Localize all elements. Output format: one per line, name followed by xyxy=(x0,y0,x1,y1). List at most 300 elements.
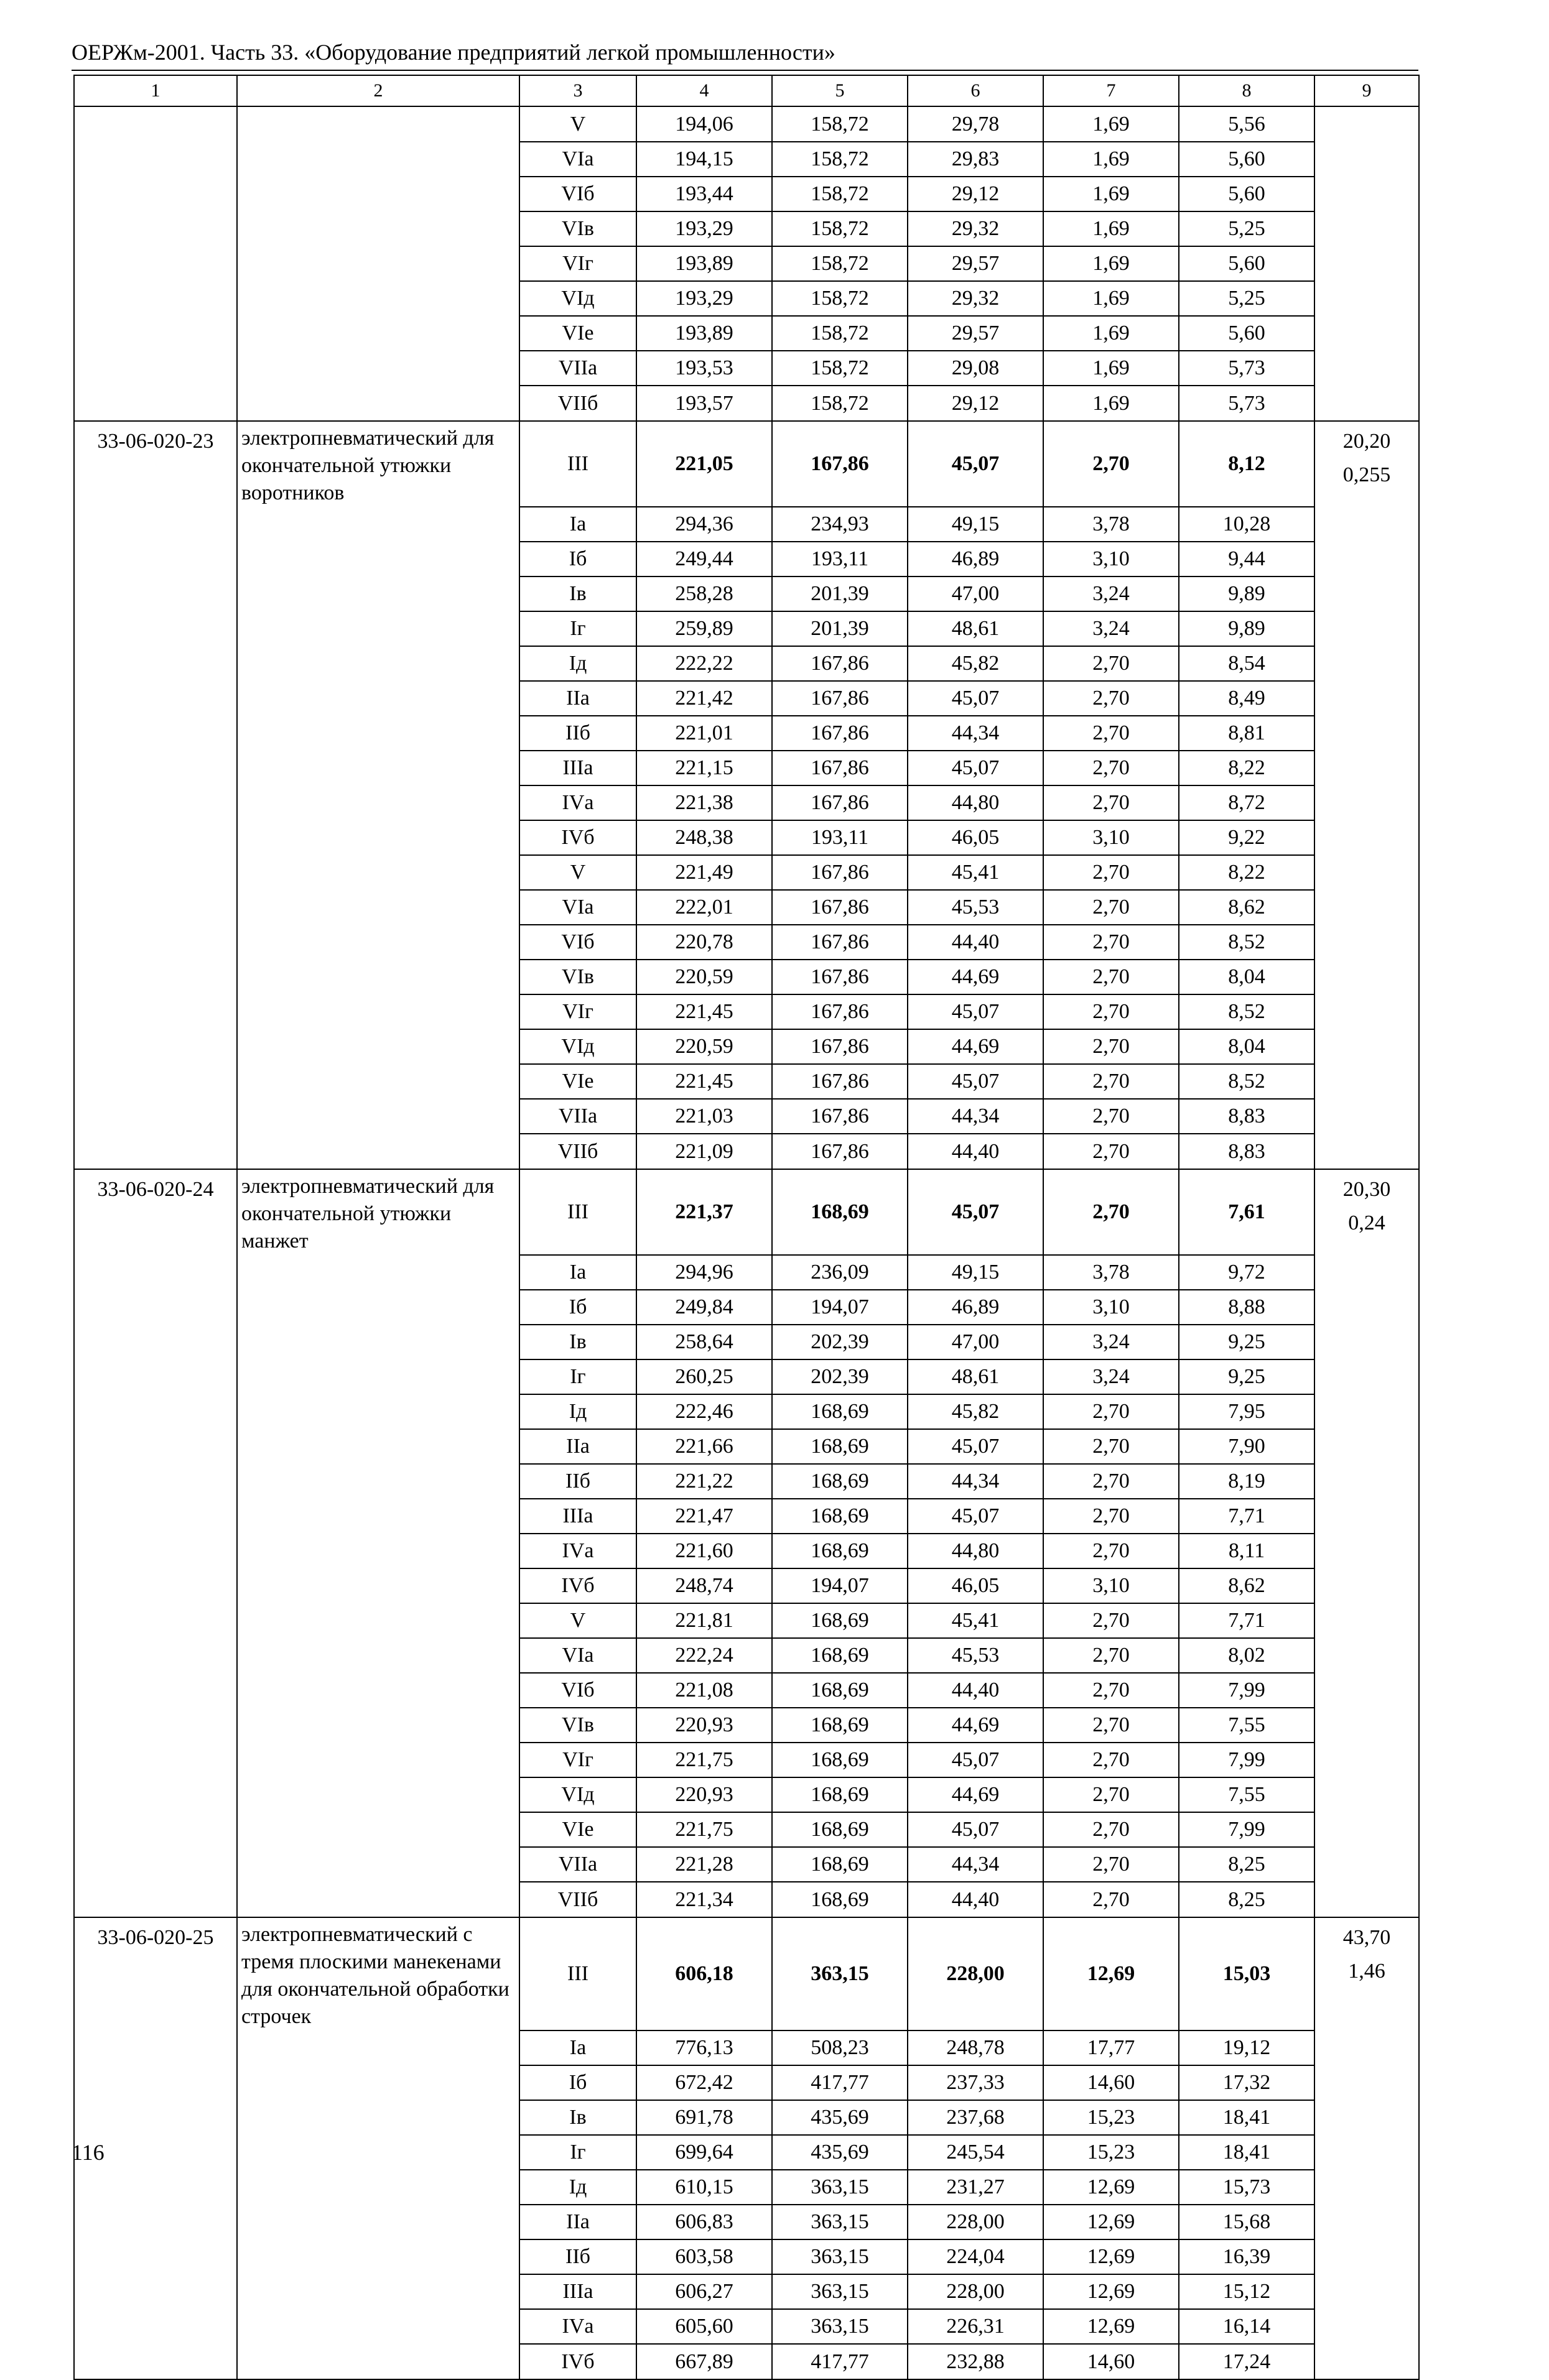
table-row xyxy=(74,1134,1419,1169)
value-cell: 221,45 xyxy=(636,1064,772,1099)
table-row xyxy=(74,106,1419,142)
rate-description-cell xyxy=(237,1429,519,1464)
value-cell: 7,71 xyxy=(1179,1499,1314,1534)
value-cell: 45,07 xyxy=(908,1743,1043,1777)
table-row xyxy=(74,542,1419,576)
rate-description-cell xyxy=(237,1394,519,1429)
zone-cell: IVб xyxy=(519,1568,636,1603)
rate-code-cell xyxy=(74,2309,237,2344)
value-cell: 776,13 xyxy=(636,2030,772,2065)
rate-description-cell xyxy=(237,1325,519,1359)
value-cell: 12,69 xyxy=(1043,2274,1179,2309)
column-9-value: 20,20 xyxy=(1342,430,1391,453)
column-9-cell xyxy=(1314,646,1419,681)
column-9-cell xyxy=(1314,1534,1419,1568)
zone-cell: III xyxy=(519,421,636,507)
value-cell: 248,74 xyxy=(636,1568,772,1603)
value-cell: 2,70 xyxy=(1043,785,1179,820)
value-cell: 2,70 xyxy=(1043,1499,1179,1534)
table-row xyxy=(74,2100,1419,2135)
value-cell: 220,93 xyxy=(636,1708,772,1743)
value-cell: 45,82 xyxy=(908,1394,1043,1429)
value-cell: 236,09 xyxy=(772,1255,908,1290)
rate-description-cell xyxy=(237,281,519,316)
zone-cell: VIг xyxy=(519,246,636,281)
table-row xyxy=(74,1064,1419,1099)
value-cell: 3,10 xyxy=(1043,1568,1179,1603)
value-cell: 8,11 xyxy=(1179,1534,1314,1568)
value-cell: 5,60 xyxy=(1179,177,1314,211)
value-cell: 221,81 xyxy=(636,1603,772,1638)
column-9-cell xyxy=(1314,1568,1419,1603)
value-cell: 221,38 xyxy=(636,785,772,820)
zone-cell: IIб xyxy=(519,2239,636,2274)
value-cell: 29,57 xyxy=(908,316,1043,351)
value-cell: 417,77 xyxy=(772,2344,908,2379)
value-cell: 221,37 xyxy=(636,1169,772,1255)
value-cell: 435,69 xyxy=(772,2135,908,2170)
value-cell: 220,59 xyxy=(636,1029,772,1064)
value-cell: 1,69 xyxy=(1043,211,1179,246)
value-cell: 248,38 xyxy=(636,820,772,855)
value-cell: 168,69 xyxy=(772,1169,908,1255)
zone-cell: VIе xyxy=(519,316,636,351)
value-cell: 221,49 xyxy=(636,855,772,890)
zone-cell: III xyxy=(519,1169,636,1255)
rate-code-cell xyxy=(74,211,237,246)
column-9-cell xyxy=(1314,751,1419,785)
rate-description-cell xyxy=(237,576,519,611)
value-cell: 167,86 xyxy=(772,716,908,751)
value-cell: 29,08 xyxy=(908,351,1043,386)
rate-code-cell xyxy=(74,1673,237,1708)
rate-description-cell xyxy=(237,751,519,785)
column-9-cell xyxy=(1314,2135,1419,2170)
column-9-cell xyxy=(1314,106,1419,142)
value-cell: 168,69 xyxy=(772,1743,908,1777)
value-cell: 168,69 xyxy=(772,1847,908,1882)
column-9-cell xyxy=(1314,2205,1419,2239)
value-cell: 1,69 xyxy=(1043,106,1179,142)
value-cell: 168,69 xyxy=(772,1534,908,1568)
value-cell: 8,04 xyxy=(1179,1029,1314,1064)
value-cell: 234,93 xyxy=(772,507,908,542)
column-9-cell xyxy=(1314,246,1419,281)
value-cell: 15,68 xyxy=(1179,2205,1314,2239)
rate-code-cell xyxy=(74,1917,237,2030)
value-cell: 8,52 xyxy=(1179,925,1314,960)
rate-code-cell xyxy=(74,542,237,576)
value-cell: 699,64 xyxy=(636,2135,772,2170)
value-cell: 1,69 xyxy=(1043,351,1179,386)
table-row xyxy=(74,1429,1419,1464)
column-number: 8 xyxy=(1179,75,1314,106)
zone-cell: VIг xyxy=(519,994,636,1029)
value-cell: 8,62 xyxy=(1179,890,1314,925)
table-row xyxy=(74,281,1419,316)
rate-description-cell xyxy=(237,316,519,351)
rate-description-cell xyxy=(237,1290,519,1325)
value-cell: 221,05 xyxy=(636,421,772,507)
rate-code: 33-06-020-25 xyxy=(97,1926,214,1949)
value-cell: 258,64 xyxy=(636,1325,772,1359)
value-cell: 45,07 xyxy=(908,421,1043,507)
rate-code-cell xyxy=(74,681,237,716)
value-cell: 44,34 xyxy=(908,1847,1043,1882)
value-cell: 2,70 xyxy=(1043,1777,1179,1812)
value-cell: 8,22 xyxy=(1179,751,1314,785)
value-cell: 1,69 xyxy=(1043,246,1179,281)
table-row xyxy=(74,1847,1419,1882)
table-row xyxy=(74,2030,1419,2065)
value-cell: 158,72 xyxy=(772,177,908,211)
column-9-cell xyxy=(1314,2030,1419,2065)
value-cell: 12,69 xyxy=(1043,1917,1179,2030)
zone-cell: VIIа xyxy=(519,1847,636,1882)
table-row xyxy=(74,785,1419,820)
value-cell: 44,40 xyxy=(908,1673,1043,1708)
table-row xyxy=(74,1777,1419,1812)
value-cell: 248,78 xyxy=(908,2030,1043,2065)
table-row xyxy=(74,1638,1419,1673)
rate-code-cell xyxy=(74,2065,237,2100)
table-row xyxy=(74,751,1419,785)
rate-code-cell xyxy=(74,142,237,177)
value-cell: 194,07 xyxy=(772,1290,908,1325)
value-cell: 158,72 xyxy=(772,211,908,246)
rate-description-cell xyxy=(237,2309,519,2344)
column-9-cell xyxy=(1314,681,1419,716)
table-row xyxy=(74,646,1419,681)
table-row xyxy=(74,177,1419,211)
page-header: ОЕРЖм-2001. Часть 33. «Оборудование предприятий легкой промышленности» xyxy=(72,40,835,65)
rate-description-cell xyxy=(237,646,519,681)
value-cell: 2,70 xyxy=(1043,1603,1179,1638)
value-cell: 8,22 xyxy=(1179,855,1314,890)
rate-description-cell xyxy=(237,611,519,646)
zone-cell: Iв xyxy=(519,1325,636,1359)
value-cell: 1,69 xyxy=(1043,281,1179,316)
rate-description-cell xyxy=(237,2274,519,2309)
column-9-cell xyxy=(1314,1325,1419,1359)
value-cell: 45,82 xyxy=(908,646,1043,681)
rate-description: электропневматический для окончательной утюжки манжет xyxy=(241,1175,495,1253)
column-9-cell xyxy=(1314,925,1419,960)
value-cell: 167,86 xyxy=(772,785,908,820)
value-cell: 167,86 xyxy=(772,421,908,507)
value-cell: 44,69 xyxy=(908,1708,1043,1743)
value-cell: 46,05 xyxy=(908,820,1043,855)
value-cell: 2,70 xyxy=(1043,960,1179,994)
rate-code-cell xyxy=(74,1847,237,1882)
value-cell: 2,70 xyxy=(1043,1029,1179,1064)
column-9-cell xyxy=(1314,211,1419,246)
table-row xyxy=(74,681,1419,716)
rates-table-body xyxy=(74,75,1419,2379)
value-cell: 7,99 xyxy=(1179,1673,1314,1708)
value-cell: 8,62 xyxy=(1179,1568,1314,1603)
value-cell: 48,61 xyxy=(908,1359,1043,1394)
zone-cell: VIд xyxy=(519,1029,636,1064)
column-9-cell xyxy=(1314,142,1419,177)
value-cell: 167,86 xyxy=(772,960,908,994)
rate-description-cell xyxy=(237,1847,519,1882)
value-cell: 221,28 xyxy=(636,1847,772,1882)
column-9-cell xyxy=(1314,2309,1419,2344)
value-cell: 691,78 xyxy=(636,2100,772,2135)
zone-cell: Iд xyxy=(519,646,636,681)
value-cell: 193,53 xyxy=(636,351,772,386)
zone-cell: Iа xyxy=(519,507,636,542)
value-cell: 29,12 xyxy=(908,386,1043,421)
value-cell: 167,86 xyxy=(772,681,908,716)
zone-cell: Iв xyxy=(519,2100,636,2135)
table-row xyxy=(74,2274,1419,2309)
rate-description-cell xyxy=(237,960,519,994)
column-9-value: 43,70 xyxy=(1342,1926,1391,1949)
value-cell: 8,12 xyxy=(1179,421,1314,507)
zone-cell: Iд xyxy=(519,1394,636,1429)
zone-cell: Iг xyxy=(519,2135,636,2170)
column-9-cell xyxy=(1314,820,1419,855)
value-cell: 158,72 xyxy=(772,106,908,142)
value-cell: 222,24 xyxy=(636,1638,772,1673)
value-cell: 2,70 xyxy=(1043,1638,1179,1673)
table-row xyxy=(74,1290,1419,1325)
rate-code-cell xyxy=(74,2239,237,2274)
zone-cell: Iг xyxy=(519,611,636,646)
value-cell: 5,56 xyxy=(1179,106,1314,142)
value-cell: 417,77 xyxy=(772,2065,908,2100)
rate-code-cell xyxy=(74,281,237,316)
zone-cell: V xyxy=(519,855,636,890)
value-cell: 220,93 xyxy=(636,1777,772,1812)
rate-code-cell xyxy=(74,421,237,507)
zone-cell: VIIа xyxy=(519,351,636,386)
rate-code-cell xyxy=(74,1359,237,1394)
value-cell: 49,15 xyxy=(908,1255,1043,1290)
value-cell: 167,86 xyxy=(772,1099,908,1134)
value-cell: 168,69 xyxy=(772,1603,908,1638)
value-cell: 3,10 xyxy=(1043,820,1179,855)
column-9-cell xyxy=(1314,1812,1419,1847)
zone-cell: Iб xyxy=(519,2065,636,2100)
value-cell: 8,25 xyxy=(1179,1847,1314,1882)
rate-code-cell xyxy=(74,1638,237,1673)
value-cell: 2,70 xyxy=(1043,1064,1179,1099)
value-cell: 221,45 xyxy=(636,994,772,1029)
value-cell: 3,24 xyxy=(1043,576,1179,611)
column-9-cell xyxy=(1314,1847,1419,1882)
table-row xyxy=(74,1534,1419,1568)
value-cell: 158,72 xyxy=(772,386,908,421)
value-cell: 8,49 xyxy=(1179,681,1314,716)
value-cell: 158,72 xyxy=(772,142,908,177)
table-row xyxy=(74,142,1419,177)
value-cell: 167,86 xyxy=(772,890,908,925)
value-cell: 8,19 xyxy=(1179,1464,1314,1499)
value-cell: 17,77 xyxy=(1043,2030,1179,2065)
table-row xyxy=(74,211,1419,246)
value-cell: 45,41 xyxy=(908,855,1043,890)
value-cell: 2,70 xyxy=(1043,1099,1179,1134)
zone-cell: VIIб xyxy=(519,1134,636,1169)
value-cell: 29,83 xyxy=(908,142,1043,177)
value-cell: 193,44 xyxy=(636,177,772,211)
zone-cell: VIе xyxy=(519,1812,636,1847)
column-9-cell xyxy=(1314,576,1419,611)
column-9-cell xyxy=(1314,1917,1419,2030)
zone-cell: IIб xyxy=(519,716,636,751)
rate-description-cell xyxy=(237,1708,519,1743)
zone-cell: VIб xyxy=(519,925,636,960)
column-9-value: 20,30 xyxy=(1342,1178,1391,1201)
rate-code-cell xyxy=(74,1325,237,1359)
rate-description-cell xyxy=(237,1464,519,1499)
value-cell: 29,32 xyxy=(908,211,1043,246)
rate-code-cell xyxy=(74,576,237,611)
value-cell: 14,60 xyxy=(1043,2344,1179,2379)
rate-description-cell xyxy=(237,211,519,246)
zone-cell: IIа xyxy=(519,1429,636,1464)
value-cell: 363,15 xyxy=(772,2205,908,2239)
column-9-cell xyxy=(1314,177,1419,211)
value-cell: 5,60 xyxy=(1179,316,1314,351)
column-9-cell xyxy=(1314,386,1419,421)
rate-description-cell xyxy=(237,1812,519,1847)
column-9-cell xyxy=(1314,716,1419,751)
rate-code-cell xyxy=(74,316,237,351)
zone-cell: IIа xyxy=(519,2205,636,2239)
zone-cell: VIв xyxy=(519,960,636,994)
table-row xyxy=(74,1499,1419,1534)
value-cell: 167,86 xyxy=(772,994,908,1029)
rate-code-cell xyxy=(74,1777,237,1812)
value-cell: 667,89 xyxy=(636,2344,772,2379)
table-row xyxy=(74,1673,1419,1708)
value-cell: 5,25 xyxy=(1179,211,1314,246)
column-9-cell xyxy=(1314,421,1419,507)
column-9-value: 0,24 xyxy=(1348,1211,1385,1234)
value-cell: 201,39 xyxy=(772,611,908,646)
column-number: 5 xyxy=(772,75,908,106)
table-row xyxy=(74,1255,1419,1290)
column-9-cell xyxy=(1314,994,1419,1029)
rate-description-cell xyxy=(237,1169,519,1255)
table-row xyxy=(74,2309,1419,2344)
value-cell: 7,99 xyxy=(1179,1812,1314,1847)
value-cell: 5,73 xyxy=(1179,386,1314,421)
value-cell: 245,54 xyxy=(908,2135,1043,2170)
table-row xyxy=(74,351,1419,386)
table-row xyxy=(74,2170,1419,2205)
rate-code-cell xyxy=(74,1464,237,1499)
zone-cell: VIб xyxy=(519,177,636,211)
table-row xyxy=(74,507,1419,542)
value-cell: 9,72 xyxy=(1179,1255,1314,1290)
value-cell: 363,15 xyxy=(772,2239,908,2274)
rate-code-cell xyxy=(74,177,237,211)
value-cell: 2,70 xyxy=(1043,855,1179,890)
value-cell: 508,23 xyxy=(772,2030,908,2065)
value-cell: 228,00 xyxy=(908,2205,1043,2239)
rate-description-cell xyxy=(237,2170,519,2205)
value-cell: 44,40 xyxy=(908,925,1043,960)
table-row xyxy=(74,1708,1419,1743)
column-9-cell xyxy=(1314,1099,1419,1134)
zone-cell: IVа xyxy=(519,1534,636,1568)
table-row xyxy=(74,2205,1419,2239)
table-row xyxy=(74,1394,1419,1429)
value-cell: 232,88 xyxy=(908,2344,1043,2379)
column-number: 9 xyxy=(1314,75,1419,106)
value-cell: 14,60 xyxy=(1043,2065,1179,2100)
value-cell: 3,24 xyxy=(1043,1359,1179,1394)
table-row xyxy=(74,994,1419,1029)
value-cell: 228,00 xyxy=(908,2274,1043,2309)
zone-cell: VIе xyxy=(519,1064,636,1099)
value-cell: 194,07 xyxy=(772,1568,908,1603)
rate-code-cell xyxy=(74,106,237,142)
value-cell: 44,40 xyxy=(908,1882,1043,1917)
table-row xyxy=(74,1743,1419,1777)
value-cell: 2,70 xyxy=(1043,421,1179,507)
value-cell: 18,41 xyxy=(1179,2100,1314,2135)
rate-code-cell xyxy=(74,1499,237,1534)
column-9-cell xyxy=(1314,2170,1419,2205)
rate-description-cell xyxy=(237,820,519,855)
table-row xyxy=(74,716,1419,751)
value-cell: 222,22 xyxy=(636,646,772,681)
zone-cell: Iа xyxy=(519,2030,636,2065)
table-row xyxy=(74,1099,1419,1134)
value-cell: 9,25 xyxy=(1179,1325,1314,1359)
value-cell: 8,54 xyxy=(1179,646,1314,681)
value-cell: 363,15 xyxy=(772,1917,908,2030)
rate-code-cell xyxy=(74,2344,237,2379)
zone-cell: Iв xyxy=(519,576,636,611)
value-cell: 9,89 xyxy=(1179,611,1314,646)
rate-description-cell xyxy=(237,1499,519,1534)
value-cell: 44,34 xyxy=(908,1464,1043,1499)
value-cell: 45,07 xyxy=(908,1812,1043,1847)
table-row xyxy=(74,1603,1419,1638)
column-9-cell xyxy=(1314,1882,1419,1917)
zone-cell: IVа xyxy=(519,2309,636,2344)
value-cell: 231,27 xyxy=(908,2170,1043,2205)
value-cell: 168,69 xyxy=(772,1429,908,1464)
value-cell: 19,12 xyxy=(1179,2030,1314,2065)
value-cell: 363,15 xyxy=(772,2170,908,2205)
zone-cell: VIв xyxy=(519,211,636,246)
value-cell: 168,69 xyxy=(772,1812,908,1847)
value-cell: 44,80 xyxy=(908,785,1043,820)
table-row xyxy=(74,820,1419,855)
value-cell: 17,32 xyxy=(1179,2065,1314,2100)
rate-code-cell xyxy=(74,785,237,820)
value-cell: 221,03 xyxy=(636,1099,772,1134)
value-cell: 158,72 xyxy=(772,281,908,316)
value-cell: 9,25 xyxy=(1179,1359,1314,1394)
zone-cell: IVб xyxy=(519,2344,636,2379)
column-9-cell xyxy=(1314,2100,1419,2135)
value-cell: 12,69 xyxy=(1043,2205,1179,2239)
rate-code: 33-06-020-23 xyxy=(97,430,214,453)
column-9-cell xyxy=(1314,2065,1419,2100)
value-cell: 2,70 xyxy=(1043,890,1179,925)
value-cell: 167,86 xyxy=(772,751,908,785)
value-cell: 249,44 xyxy=(636,542,772,576)
